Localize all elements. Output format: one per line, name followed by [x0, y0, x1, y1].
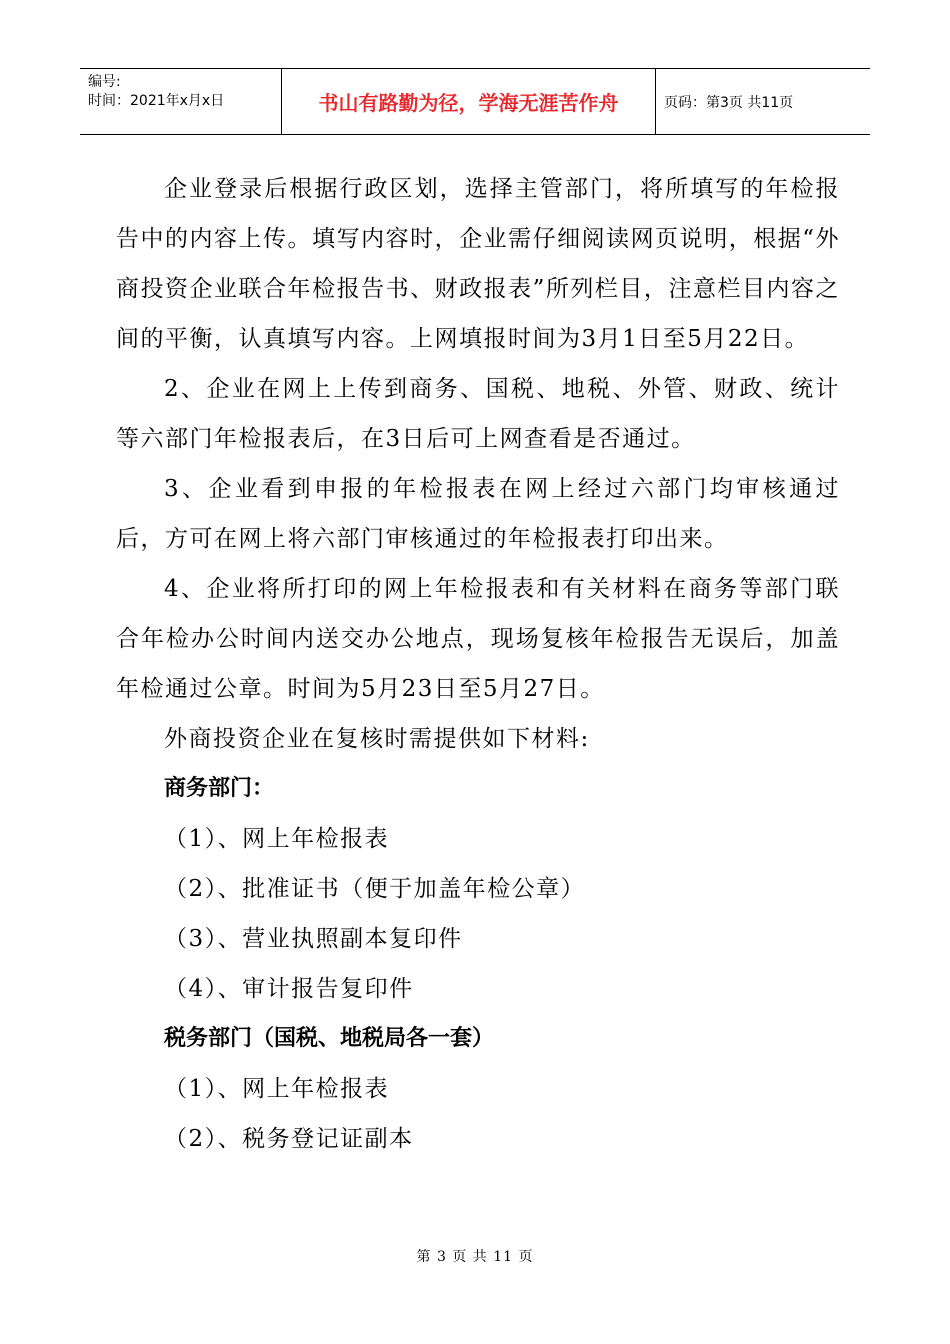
document-number-label: 编号:: [88, 74, 121, 90]
section-heading-commerce: 商务部门：: [164, 776, 275, 801]
paragraph-4: 4、企业将所打印的网上年检报表和有关材料在商务等部门联合年检办公时间内送交办公地点，现场复核年检报告无误后，加盖年检通过公章。时间为5月23日至5月27日。: [116, 576, 840, 702]
document-date: 时间：2021年x月x日: [88, 93, 225, 109]
list-item: （3）、营业执照副本复印件: [164, 926, 463, 952]
section-heading-tax: 税务部门（国税、地税局各一套）: [164, 1026, 495, 1051]
header-motto: 书山有路勤为径，学海无涯苦作舟: [282, 69, 656, 134]
paragraph-1: 企业登录后根据行政区划，选择主管部门，将所填写的年检报告中的内容上传。填写内容时，企业需仔细阅读网页说明，根据“外商投资企业联合年检报告书、财政报表”所列栏目，注意栏目内容之间的平衡，认真填写内容。上网填报时间为3月1日至5月22日。: [116, 176, 840, 352]
page-footer: 第 3 页 共 11 页: [416, 1249, 534, 1265]
list-item: （4）、审计报告复印件: [164, 976, 414, 1002]
header-meta: [80, 69, 282, 134]
list-item: （2）、批准证书（便于加盖年检公章）: [164, 876, 586, 902]
page-header: [80, 68, 870, 135]
paragraph-5: 外商投资企业在复核时需提供如下材料:: [164, 726, 590, 752]
header-page-info: 页码：第3页 共11页: [664, 94, 794, 111]
paragraph-2: 2、企业在网上上传到商务、国税、地税、外管、财政、统计等六部门年检报表后，在3日后可上网查看是否通过。: [116, 376, 840, 452]
list-item: （2）、税务登记证副本: [164, 1126, 414, 1152]
paragraph-3: 3、企业看到申报的年检报表在网上经过六部门均审核通过后，方可在网上将六部门审核通过的年检报表打印出来。: [116, 476, 840, 552]
list-item: （1）、网上年检报表: [164, 1076, 390, 1102]
list-item: （1）、网上年检报表: [164, 826, 390, 852]
document-body: [116, 164, 840, 1164]
